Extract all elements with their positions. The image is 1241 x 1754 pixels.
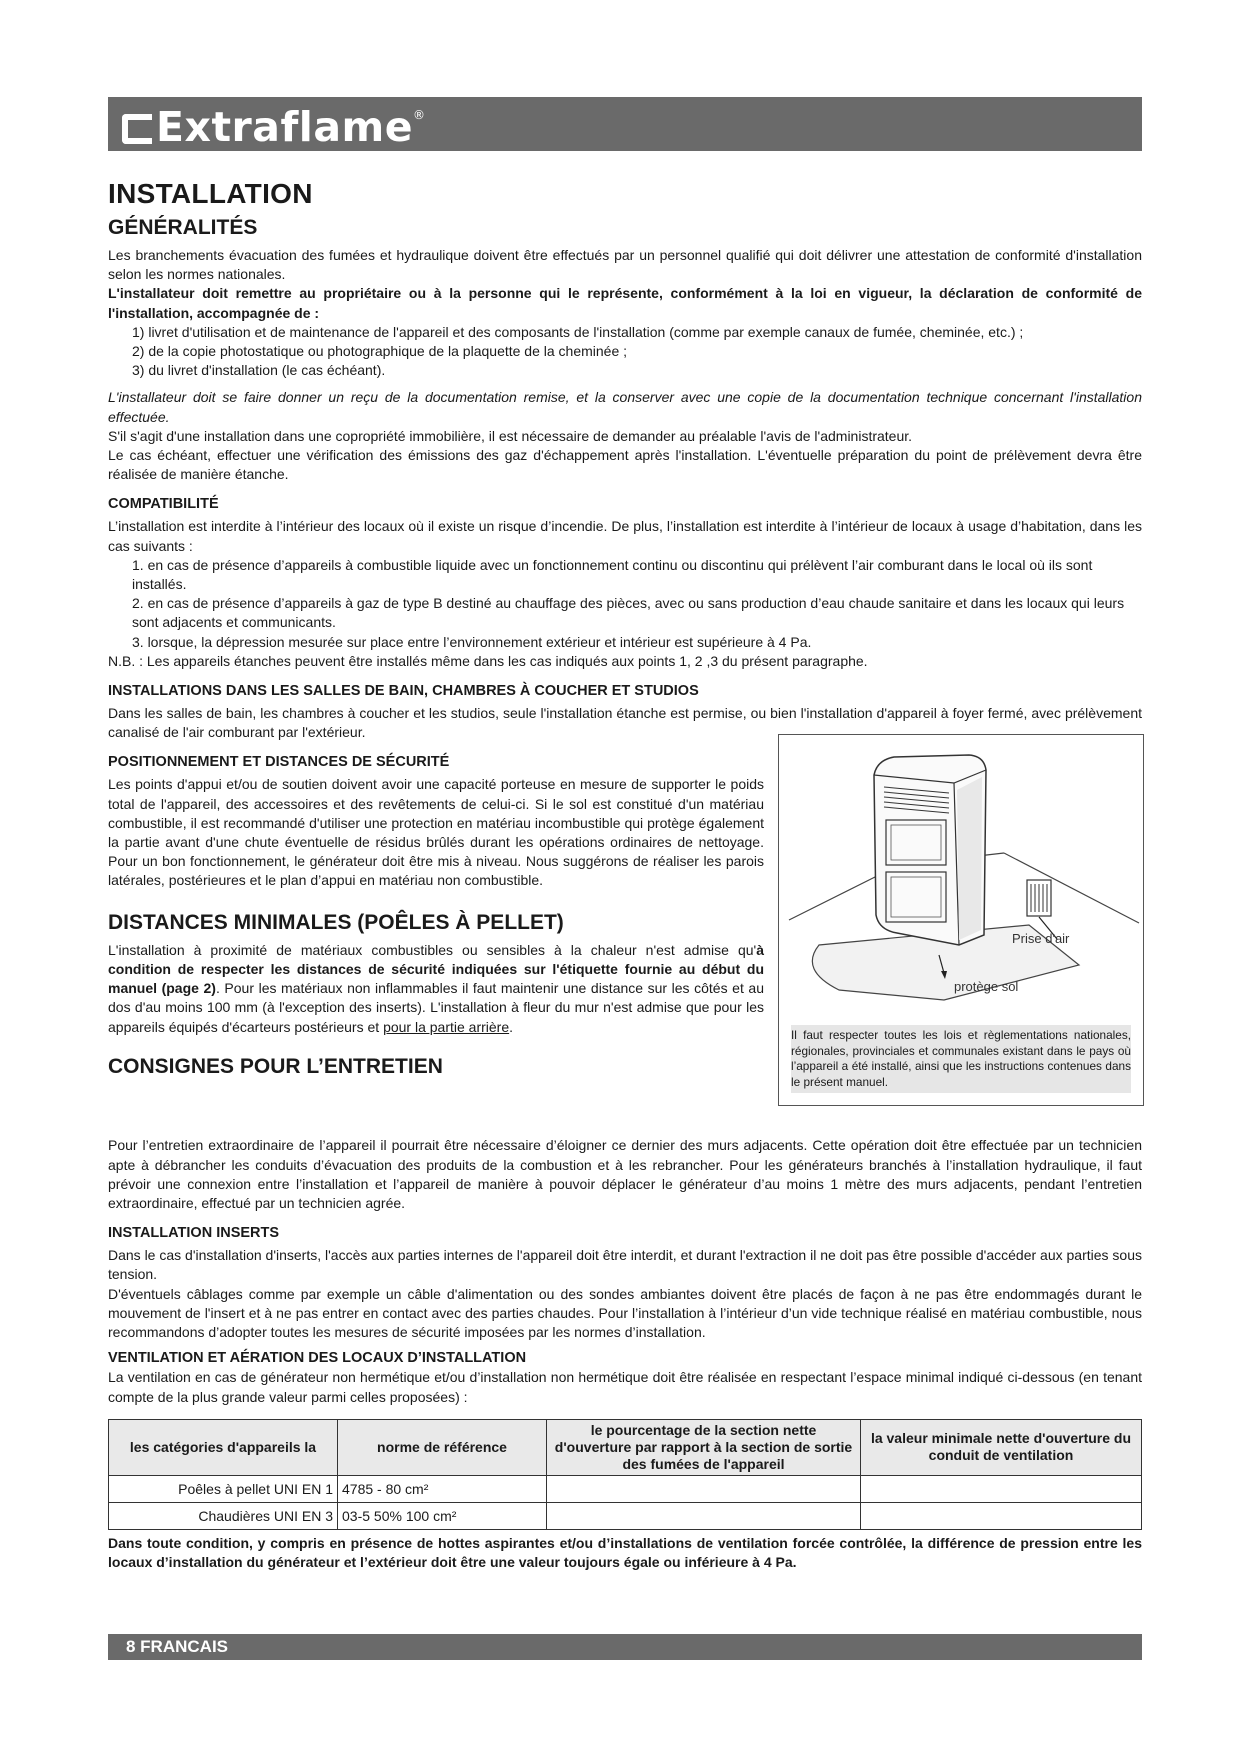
list-item: 1) livret d'utilisation et de maintenance de l'appareil et des composants de l'installation (comme par exemple canaux de fumée, cheminée, etc.) ; (132, 323, 1024, 340)
text-run-underlined: pour la partie arrière (383, 1018, 510, 1035)
registered-mark: ® (413, 108, 426, 122)
table-cell: 03-5 50% 100 cm² (338, 1502, 547, 1529)
figure-caption: Il faut respecter toutes les lois et règlementations nationales, régionales, provinciales et communales existant dans le pays où l’appareil a été installé, ainsi que les instructions contenues dans le présent manuel. (791, 1025, 1131, 1093)
section-heading-generalites: GÉNÉRALITÉS (108, 216, 258, 239)
paragraph: Le cas échéant, effectuer une vérification des émissions des gaz d'échappement après l'installation. L'éventuelle préparation du point de prélèvement devra être réalisée de manière étanche. (108, 447, 1142, 483)
left-column (108, 742, 764, 1084)
page-title: INSTALLATION (108, 178, 313, 209)
paragraph: L’installation est interdite à l’intérieur des locaux où il existe un risque d’incendie. De plus, l’installation est interdite à l’intérieur de locaux à usage d’habitation, dans les cas suivants : (108, 518, 1142, 554)
table-cell (547, 1502, 861, 1529)
label-air-intake: Prise d'air (1012, 931, 1070, 947)
paragraph: Les branchements évacuation des fumées et hydraulique doivent être effectués par un personnel qualifié qui doit délivrer une attestation de conformité d'installation selon les normes nationales. (108, 247, 1142, 283)
paragraph-bold: Dans toute condition, y compris en présence de hottes aspirantes et/ou d’installations de ventilation forcée contrôlée, la différence de pression entre les locaux d’installation du générateur et l’extérieur doit être une valeur toujours égale ou inférieure à 4 Pa. (108, 1534, 1142, 1570)
text-run: L'installation à proximité de matériaux combustibles ou sensibles à la chaleur n'est admise qu' (108, 941, 757, 958)
section-heading-ventilation: VENTILATION ET AÉRATION DES LOCAUX D’INSTALLATION (108, 1350, 527, 1367)
section-heading-salles-de-bain: INSTALLATIONS DANS LES SALLES DE BAIN, CHAMBRES À COUCHER ET STUDIOS (108, 683, 699, 700)
section-heading-distances: DISTANCES MINIMALES (POÊLES À PELLET) (108, 910, 564, 934)
list-item: 2. en cas de présence d’appareils à gaz de type B destiné au chauffage des pièces, avec ou sans production d’eau chaude sanitaire et dans les locaux qui leurs sont adjacents et communicants. (132, 595, 1125, 631)
footer-page-label: 8 FRANCAIS (108, 1634, 1142, 1660)
main-content (108, 170, 1142, 1572)
section-heading-compatibilite: COMPATIBILITÉ (108, 496, 219, 513)
table-row (109, 1502, 1142, 1529)
text-run: . Pour les matériaux non inflammables il faut maintenir une distance sur les côtés et au dos d'au moins 100 mm (à l'exception des inserts). L'installation à fleur du mur n'est admise que pour les appareils équipés d'écarteurs postérieurs et (108, 980, 764, 1035)
paragraph: S'il s'agit d'une installation dans une copropriété immobilière, il est nécessaire de demander au préalable l'avis de l'administrateur. (108, 427, 913, 444)
paragraph: Les points d'appui et/ou de soutien doivent avoir une capacité porteuse en mesure de supporter le poids total de l'appareil, des accessoires et des revêtements de celui-ci. Si le sol est constitué d'un matériau combustible, il est recommandé d'utiliser une protection en matériau incombustible qui protège également la partie avant d'une chute éventuelle de résidus brûlés durant les opérations ordinaires de nettoyage. Pour un bon fonctionnement, le générateur doit être mis à niveau. Nous suggérons de réaliser les parois latérales, postérieures et le plan d’appui en matériau non combustible. (108, 776, 764, 889)
table-row (109, 1475, 1142, 1502)
list-item: 3. lorsque, la dépression mesurée sur place entre l’environnement extérieur et intérieur est supérieure à 4 Pa. (132, 633, 812, 650)
stove-figure (778, 734, 1144, 1106)
paragraph: Pour l’entretien extraordinaire de l’appareil il pourrait être nécessaire d’éloigner ce dernier des murs adjacents. Cette opération doit être effectuée par un technicien apte à débrancher les conduits d’évacuation des produits de la combustion et à les rebrancher. Pour les générateurs branchés à l’installation hydraulique, il faut prévoir une connexion entre l’installation et l’appareil de manière à pouvoir déplacer le générateur d’au moins 1 mètre des murs adjacents, pendant l’entretien extraordinaire, effectué par un technicien agrée. (108, 1137, 1142, 1212)
label-floor-protection: protège sol (954, 979, 1019, 995)
brand-mark-icon (122, 114, 152, 144)
table-cell: 4785 - 80 cm² (338, 1475, 547, 1502)
list-item: 1. en cas de présence d’appareils à combustible liquide avec un fonctionnement continu ou discontinu qui prélèvent l’air comburant dans le local où ils sont installés. (132, 556, 1093, 593)
paragraph-note: N.B. : Les appareils étanches peuvent être installés même dans les cas indiqués aux points 1, 2 ,3 du présent paragraphe. (108, 652, 868, 669)
text-run-bold: à condition de respecter les distances de sécurité indiquées sur l'étiquette fournie au début du manuel (page 2) (108, 941, 764, 997)
paragraph: La ventilation en cas de générateur non hermétique et/ou d’installation non hermétique doit être réalisée en respectant l’espace minimal indiqué ci-dessous (en tenant compte de la plus grande valeur parmi celles proposées) : (108, 1369, 1142, 1405)
paragraph: Dans le cas d'installation d'inserts, l'accès aux parties internes de l'appareil doit être interdit, et durant l'extraction il ne doit pas être possible d'accéder aux parties sous tension. (108, 1247, 1142, 1283)
section-heading-inserts: INSTALLATION INSERTS (108, 1225, 280, 1242)
brand-name: Extraflame (156, 103, 414, 151)
paragraph-italic: L'installateur doit se faire donner un reçu de la documentation remise, et la conserver avec une copie de la documentation technique concernant l'installation effectuée. (108, 389, 1142, 425)
positioning-block (108, 742, 1142, 1142)
paragraph: Dans les salles de bain, les chambres à coucher et les studios, seule l'installation étanche est permise, ou bien l'installation d'appareil à foyer fermé, avec prélèvement canalisé de l'air comburant par l'extérieur. (108, 705, 1142, 741)
table-cell (547, 1475, 861, 1502)
table-header-cell: le pourcentage de la section nette d'ouverture par rapport à la section de sortie des fumées de l'appareil (547, 1419, 861, 1475)
table-cell: Poêles à pellet UNI EN 1 (109, 1475, 338, 1502)
text-run: . (509, 1018, 514, 1035)
table-header-row (109, 1419, 1142, 1475)
table-header-cell: norme de référence (338, 1419, 547, 1475)
brand-logo (122, 103, 426, 151)
ventilation-table (108, 1419, 1142, 1530)
table-cell (861, 1502, 1142, 1529)
section-heading-entretien: CONSIGNES POUR L’ENTRETIEN (108, 1054, 443, 1078)
table-cell: Chaudières UNI EN 3 (109, 1502, 338, 1529)
paragraph-bold: L'installateur doit remettre au propriétaire ou à la personne qui le représente, conformément à la loi en vigueur, la déclaration de conformité de l'installation, accompagnée de : (108, 285, 1142, 321)
section-heading-positionnement: POSITIONNEMENT ET DISTANCES DE SÉCURITÉ (108, 754, 450, 771)
table-header-cell: les catégories d'appareils la (109, 1419, 338, 1475)
table-header-cell: la valeur minimale nette d'ouverture du conduit de ventilation (861, 1419, 1142, 1475)
paragraph: D'éventuels câblages comme par exemple un câble d'alimentation ou des sondes ambiantes doivent être placés de façon à ne pas être endommagés durant le mouvement de l'insert et à ne pas entrer en contact avec des parties chaudes. Pour l’installation à l’intérieur d’un vide technique réalisé en matériau combustible, nous recommandons d’adopter toutes les mesures de sécurité imposées par les normes d’installation. (108, 1285, 1142, 1341)
paragraph-distances (108, 941, 764, 1037)
header-bar (108, 97, 1142, 151)
list-item: 3) du livret d'installation (le cas échéant). (132, 362, 386, 379)
list-item: 2) de la copie photostatique ou photographique de la plaquette de la cheminée ; (132, 343, 628, 360)
table-cell (861, 1475, 1142, 1502)
